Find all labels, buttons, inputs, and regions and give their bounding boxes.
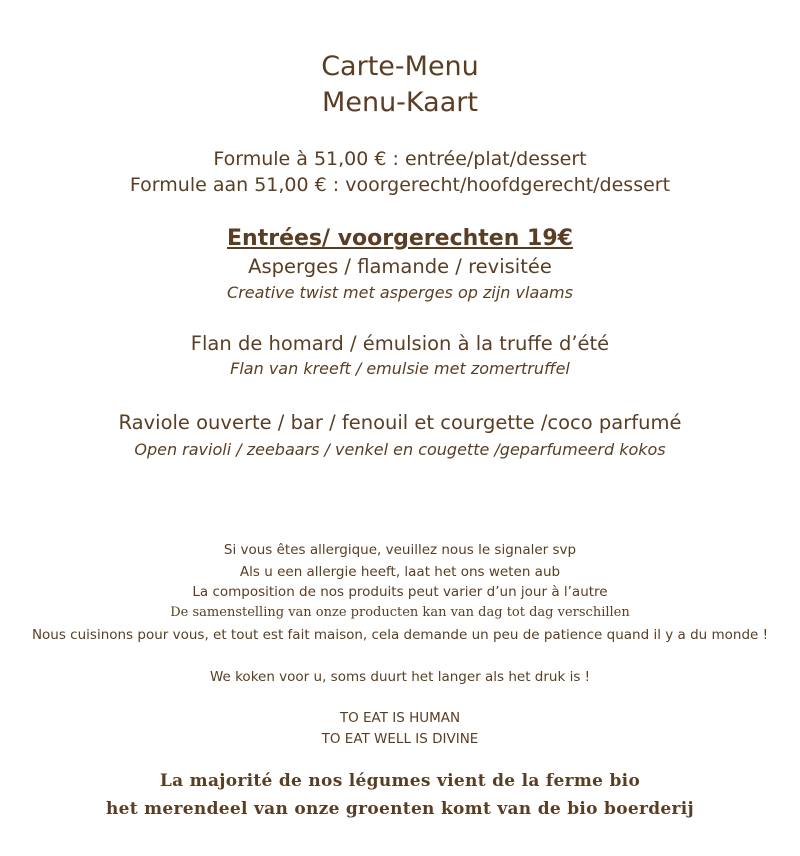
dish-2-fr: Flan de homard / émulsion à la truffe d’été — [190, 332, 610, 355]
dish-1-nl: Creative twist met asperges op zijn vlaams — [227, 283, 573, 302]
motto-line-2: TO EAT WELL IS DIVINE — [321, 731, 479, 747]
menu-title-nl: Menu-Kaart — [322, 87, 478, 118]
composition-note-nl: De samenstelling van onze producten kan van dag tot dag verschillen — [170, 605, 630, 620]
motto-line-1: TO EAT IS HUMAN — [339, 710, 461, 726]
dish-1-fr: Asperges / flamande / revisitée — [248, 255, 552, 278]
patience-note-fr: Nous cuisinons pour vous, et tout est fait maison, cela demande un peu de patience quand il y a du monde ! — [31, 627, 769, 643]
formule-nl: Formule aan 51,00 € : voorgerecht/hoofdgerecht/dessert — [129, 174, 671, 196]
allergy-note-fr: Si vous êtes allergique, veuillez nous le signaler svp — [223, 542, 577, 558]
bio-note-nl: het merendeel van onze groenten komt van de bio boerderij — [106, 799, 694, 819]
menu-title-fr: Carte-Menu — [321, 51, 479, 82]
composition-note-fr: La composition de nos produits peut varier d’un jour à l’autre — [192, 584, 608, 600]
formule-fr: Formule à 51,00 € : entrée/plat/dessert — [213, 148, 587, 170]
patience-note-nl: We koken voor u, soms duurt het langer als het druk is ! — [209, 669, 591, 685]
entrees-heading: Entrées/ voorgerechten 19€ — [227, 226, 573, 251]
dish-3-fr: Raviole ouverte / bar / fenouil et courgette /coco parfumé — [118, 411, 682, 434]
dish-2-nl: Flan van kreeft / emulsie met zomertruffel — [230, 359, 570, 378]
allergy-note-nl: Als u een allergie heeft, laat het ons weten aub — [239, 564, 561, 580]
bio-note-fr: La majorité de nos légumes vient de la ferme bio — [159, 771, 641, 791]
dish-3-nl: Open ravioli / zeebaars / venkel en cougette /geparfumeerd kokos — [134, 440, 666, 459]
